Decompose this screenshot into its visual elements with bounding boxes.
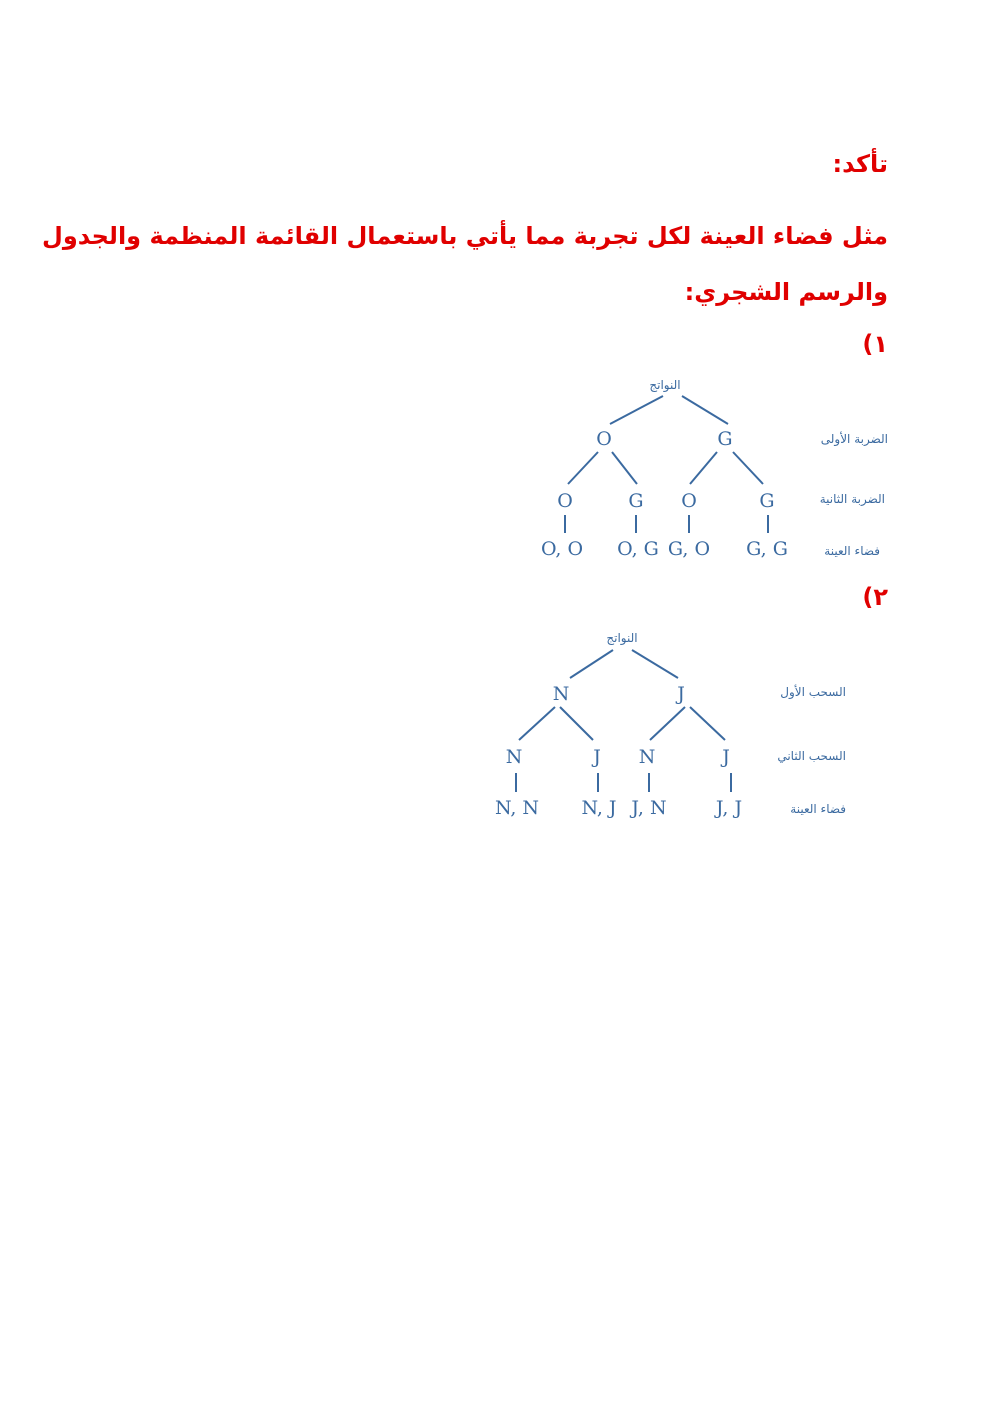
first-level-node: N: [552, 683, 570, 705]
problem-1-number: ١): [862, 330, 888, 358]
sample-outcome: J, J: [715, 797, 743, 819]
row-label-second: الضربة الثانية: [819, 492, 885, 506]
second-level-node: J: [593, 746, 601, 768]
instruction-line-2: والرسم الشجري:: [684, 278, 888, 306]
row-label-first: الضربة الأولى: [820, 432, 888, 446]
branch-line: [632, 650, 678, 678]
heading: تأكد:: [832, 150, 888, 178]
branch-line: [650, 707, 685, 740]
second-level-node: O: [557, 490, 573, 512]
row-label-second: السحب الثاني: [777, 749, 846, 763]
problem-2-number: ٢): [862, 583, 888, 611]
sample-outcome: G, G: [746, 538, 788, 560]
row-label-first: السحب الأول: [780, 685, 846, 699]
sample-outcome: O, G: [617, 538, 659, 560]
sample-outcome: N, N: [494, 797, 540, 819]
second-level-node: O: [681, 490, 697, 512]
second-level-node: G: [628, 490, 644, 512]
first-level-node: G: [717, 428, 733, 450]
second-level-node: G: [759, 490, 775, 512]
second-level-node: N: [505, 746, 523, 768]
branch-line: [690, 707, 725, 740]
tree-root-label: النواتج: [606, 631, 638, 645]
first-level-node: J: [677, 683, 685, 705]
row-label-space: فضاء العينة: [824, 544, 880, 558]
sample-outcome: G, O: [667, 538, 711, 560]
instruction-line-1: مثل فضاء العينة لكل تجربة مما يأتي باستعمال القائمة المنظمة والجدول: [42, 222, 888, 250]
sample-outcome: N, J: [581, 797, 617, 819]
sample-outcome: O, O: [540, 538, 584, 560]
tree-root-label: النواتج: [649, 378, 681, 392]
row-label-space: فضاء العينة: [790, 802, 846, 816]
first-level-node: O: [596, 428, 612, 450]
sample-outcome: J, N: [631, 797, 667, 819]
branch-line: [560, 707, 593, 740]
branch-line: [570, 650, 613, 678]
second-level-node: N: [638, 746, 656, 768]
second-level-node: J: [722, 746, 730, 768]
branch-line: [519, 707, 555, 740]
